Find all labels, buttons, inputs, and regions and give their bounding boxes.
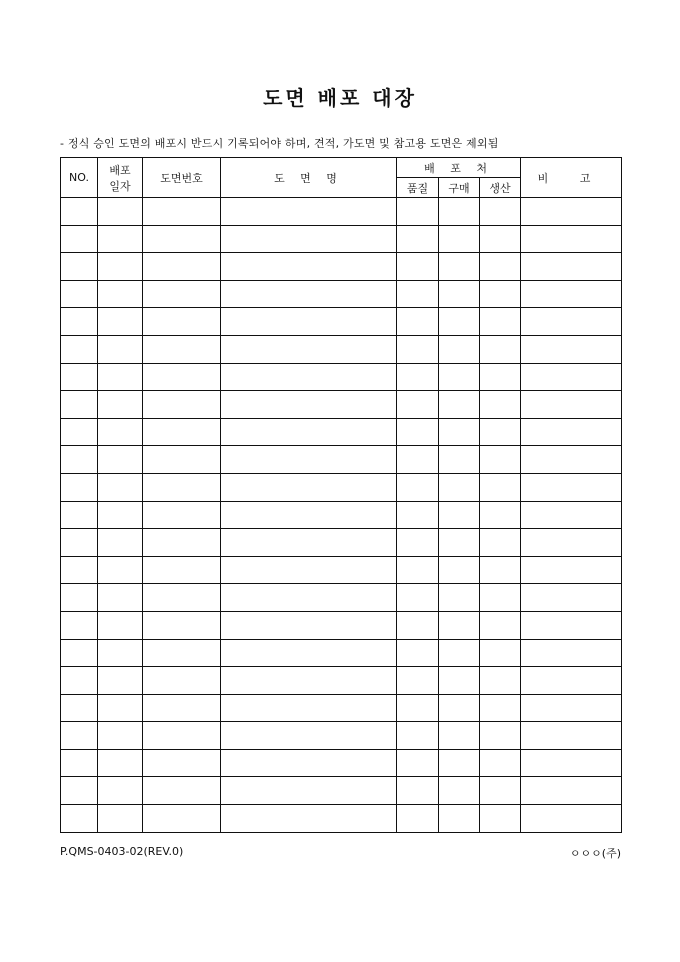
cell-purchasing (439, 363, 480, 391)
header-distribution-date-line2: 일자 (109, 179, 131, 193)
table-row (61, 280, 622, 308)
cell-drawing-name (221, 501, 397, 529)
cell-quality (397, 363, 439, 391)
cell-remarks (521, 777, 622, 805)
cell-no (61, 529, 98, 557)
header-drawing-number: 도면번호 (143, 158, 221, 198)
cell-production (480, 639, 521, 667)
cell-no (61, 611, 98, 639)
cell-remarks (521, 639, 622, 667)
cell-no (61, 639, 98, 667)
cell-drawing-number (143, 446, 221, 474)
cell-remarks (521, 225, 622, 253)
table-row (61, 308, 622, 336)
cell-production (480, 308, 521, 336)
cell-purchasing (439, 749, 480, 777)
cell-purchasing (439, 529, 480, 557)
cell-drawing-name (221, 749, 397, 777)
cell-no (61, 225, 98, 253)
cell-drawing-number (143, 667, 221, 695)
cell-drawing-number (143, 611, 221, 639)
company-name: ㅇㅇㅇ(주) (569, 847, 621, 860)
cell-distribution-date (98, 308, 143, 336)
cell-purchasing (439, 280, 480, 308)
table-row (61, 722, 622, 750)
cell-distribution-date (98, 446, 143, 474)
cell-remarks (521, 667, 622, 695)
cell-no (61, 446, 98, 474)
instruction-note: - 정식 승인 도면의 배포시 반드시 기록되어야 하며, 견적, 가도면 및 참고용 도면은 제외됨 (60, 137, 499, 150)
cell-distribution-date (98, 253, 143, 281)
cell-purchasing (439, 777, 480, 805)
cell-production (480, 805, 521, 833)
cell-drawing-name (221, 253, 397, 281)
cell-remarks (521, 391, 622, 419)
header-no: NO. (61, 158, 98, 198)
cell-distribution-date (98, 225, 143, 253)
cell-no (61, 308, 98, 336)
cell-quality (397, 418, 439, 446)
cell-remarks (521, 473, 622, 501)
cell-production (480, 722, 521, 750)
cell-drawing-name (221, 335, 397, 363)
cell-drawing-name (221, 308, 397, 336)
cell-drawing-name (221, 363, 397, 391)
cell-distribution-date (98, 584, 143, 612)
cell-quality (397, 225, 439, 253)
cell-production (480, 777, 521, 805)
cell-quality (397, 639, 439, 667)
cell-distribution-date (98, 611, 143, 639)
header-distribution-date (98, 158, 143, 198)
header-purchasing: 구매 (439, 178, 480, 198)
cell-remarks (521, 501, 622, 529)
cell-remarks (521, 722, 622, 750)
cell-no (61, 418, 98, 446)
table-row (61, 529, 622, 557)
cell-purchasing (439, 667, 480, 695)
header-distribution-recipients: 배 포 처 (397, 158, 521, 178)
table-row (61, 777, 622, 805)
table-row (61, 611, 622, 639)
cell-quality (397, 694, 439, 722)
cell-quality (397, 584, 439, 612)
cell-drawing-number (143, 805, 221, 833)
cell-distribution-date (98, 473, 143, 501)
cell-drawing-name (221, 805, 397, 833)
cell-remarks (521, 611, 622, 639)
table-row (61, 335, 622, 363)
cell-purchasing (439, 391, 480, 419)
table-row (61, 667, 622, 695)
cell-no (61, 198, 98, 226)
cell-drawing-name (221, 446, 397, 474)
cell-drawing-number (143, 280, 221, 308)
cell-distribution-date (98, 667, 143, 695)
header-drawing-name: 도 면 명 (221, 158, 397, 198)
form-code: P.QMS-0403-02(REV.0) (60, 845, 184, 858)
cell-no (61, 584, 98, 612)
cell-production (480, 749, 521, 777)
cell-drawing-number (143, 529, 221, 557)
cell-no (61, 694, 98, 722)
cell-purchasing (439, 198, 480, 226)
table-body (61, 198, 622, 833)
cell-remarks (521, 308, 622, 336)
cell-no (61, 473, 98, 501)
table-row (61, 694, 622, 722)
cell-purchasing (439, 418, 480, 446)
cell-purchasing (439, 556, 480, 584)
cell-drawing-number (143, 722, 221, 750)
cell-distribution-date (98, 363, 143, 391)
cell-quality (397, 391, 439, 419)
cell-remarks (521, 253, 622, 281)
table-row (61, 391, 622, 419)
cell-purchasing (439, 501, 480, 529)
document-title: 도면 배포 대장 (263, 86, 417, 110)
cell-quality (397, 308, 439, 336)
cell-production (480, 667, 521, 695)
cell-drawing-number (143, 501, 221, 529)
cell-purchasing (439, 446, 480, 474)
cell-no (61, 777, 98, 805)
cell-no (61, 667, 98, 695)
header-remarks: 비 고 (521, 158, 622, 198)
cell-remarks (521, 280, 622, 308)
cell-drawing-number (143, 225, 221, 253)
cell-drawing-number (143, 584, 221, 612)
cell-distribution-date (98, 639, 143, 667)
table-row (61, 363, 622, 391)
cell-remarks (521, 805, 622, 833)
cell-purchasing (439, 694, 480, 722)
cell-purchasing (439, 611, 480, 639)
header-distribution-date-line1: 배포 (109, 163, 131, 177)
cell-distribution-date (98, 418, 143, 446)
table-row (61, 556, 622, 584)
cell-no (61, 335, 98, 363)
cell-distribution-date (98, 805, 143, 833)
cell-quality (397, 280, 439, 308)
cell-production (480, 253, 521, 281)
cell-production (480, 556, 521, 584)
cell-no (61, 363, 98, 391)
table-row (61, 473, 622, 501)
cell-quality (397, 473, 439, 501)
cell-drawing-name (221, 722, 397, 750)
cell-no (61, 391, 98, 419)
cell-quality (397, 722, 439, 750)
cell-no (61, 749, 98, 777)
cell-production (480, 391, 521, 419)
cell-quality (397, 529, 439, 557)
cell-distribution-date (98, 198, 143, 226)
cell-drawing-number (143, 418, 221, 446)
table-row (61, 253, 622, 281)
cell-drawing-number (143, 335, 221, 363)
cell-quality (397, 777, 439, 805)
cell-quality (397, 556, 439, 584)
table-row (61, 805, 622, 833)
cell-quality (397, 501, 439, 529)
cell-purchasing (439, 253, 480, 281)
cell-purchasing (439, 308, 480, 336)
cell-remarks (521, 529, 622, 557)
cell-distribution-date (98, 694, 143, 722)
cell-purchasing (439, 335, 480, 363)
cell-remarks (521, 198, 622, 226)
cell-quality (397, 611, 439, 639)
cell-drawing-name (221, 529, 397, 557)
cell-purchasing (439, 584, 480, 612)
cell-drawing-number (143, 391, 221, 419)
cell-remarks (521, 556, 622, 584)
header-quality: 품질 (397, 178, 439, 198)
cell-production (480, 335, 521, 363)
cell-drawing-number (143, 198, 221, 226)
cell-distribution-date (98, 335, 143, 363)
cell-production (480, 501, 521, 529)
cell-distribution-date (98, 722, 143, 750)
cell-purchasing (439, 805, 480, 833)
cell-quality (397, 335, 439, 363)
cell-drawing-name (221, 611, 397, 639)
cell-drawing-number (143, 363, 221, 391)
cell-no (61, 556, 98, 584)
table-row (61, 446, 622, 474)
cell-purchasing (439, 639, 480, 667)
cell-drawing-name (221, 391, 397, 419)
cell-drawing-name (221, 418, 397, 446)
cell-remarks (521, 694, 622, 722)
cell-remarks (521, 584, 622, 612)
cell-distribution-date (98, 501, 143, 529)
cell-production (480, 280, 521, 308)
cell-remarks (521, 749, 622, 777)
cell-distribution-date (98, 556, 143, 584)
cell-drawing-name (221, 198, 397, 226)
table-row (61, 198, 622, 226)
cell-distribution-date (98, 529, 143, 557)
cell-quality (397, 253, 439, 281)
cell-quality (397, 749, 439, 777)
cell-production (480, 584, 521, 612)
cell-production (480, 446, 521, 474)
cell-remarks (521, 446, 622, 474)
cell-quality (397, 198, 439, 226)
cell-no (61, 501, 98, 529)
cell-drawing-number (143, 777, 221, 805)
table-row (61, 501, 622, 529)
table-row (61, 639, 622, 667)
cell-distribution-date (98, 391, 143, 419)
cell-production (480, 418, 521, 446)
cell-production (480, 529, 521, 557)
cell-drawing-name (221, 584, 397, 612)
cell-drawing-name (221, 225, 397, 253)
cell-production (480, 363, 521, 391)
cell-no (61, 805, 98, 833)
cell-drawing-name (221, 473, 397, 501)
cell-purchasing (439, 722, 480, 750)
cell-drawing-name (221, 280, 397, 308)
cell-no (61, 722, 98, 750)
cell-drawing-number (143, 639, 221, 667)
cell-remarks (521, 363, 622, 391)
cell-drawing-name (221, 694, 397, 722)
cell-production (480, 198, 521, 226)
cell-purchasing (439, 225, 480, 253)
table-row (61, 225, 622, 253)
cell-drawing-name (221, 639, 397, 667)
cell-quality (397, 446, 439, 474)
cell-no (61, 280, 98, 308)
cell-remarks (521, 418, 622, 446)
header-production: 생산 (480, 178, 521, 198)
cell-no (61, 253, 98, 281)
cell-distribution-date (98, 749, 143, 777)
table-row (61, 584, 622, 612)
cell-drawing-number (143, 694, 221, 722)
cell-drawing-name (221, 667, 397, 695)
cell-drawing-name (221, 556, 397, 584)
table-row (61, 418, 622, 446)
cell-production (480, 225, 521, 253)
cell-remarks (521, 335, 622, 363)
drawing-distribution-table (60, 157, 622, 833)
cell-production (480, 473, 521, 501)
cell-quality (397, 667, 439, 695)
cell-drawing-number (143, 253, 221, 281)
cell-drawing-number (143, 749, 221, 777)
cell-production (480, 694, 521, 722)
cell-production (480, 611, 521, 639)
cell-drawing-number (143, 308, 221, 336)
table-row (61, 749, 622, 777)
cell-purchasing (439, 473, 480, 501)
cell-distribution-date (98, 280, 143, 308)
cell-drawing-number (143, 556, 221, 584)
cell-drawing-name (221, 777, 397, 805)
cell-quality (397, 805, 439, 833)
cell-drawing-number (143, 473, 221, 501)
cell-distribution-date (98, 777, 143, 805)
